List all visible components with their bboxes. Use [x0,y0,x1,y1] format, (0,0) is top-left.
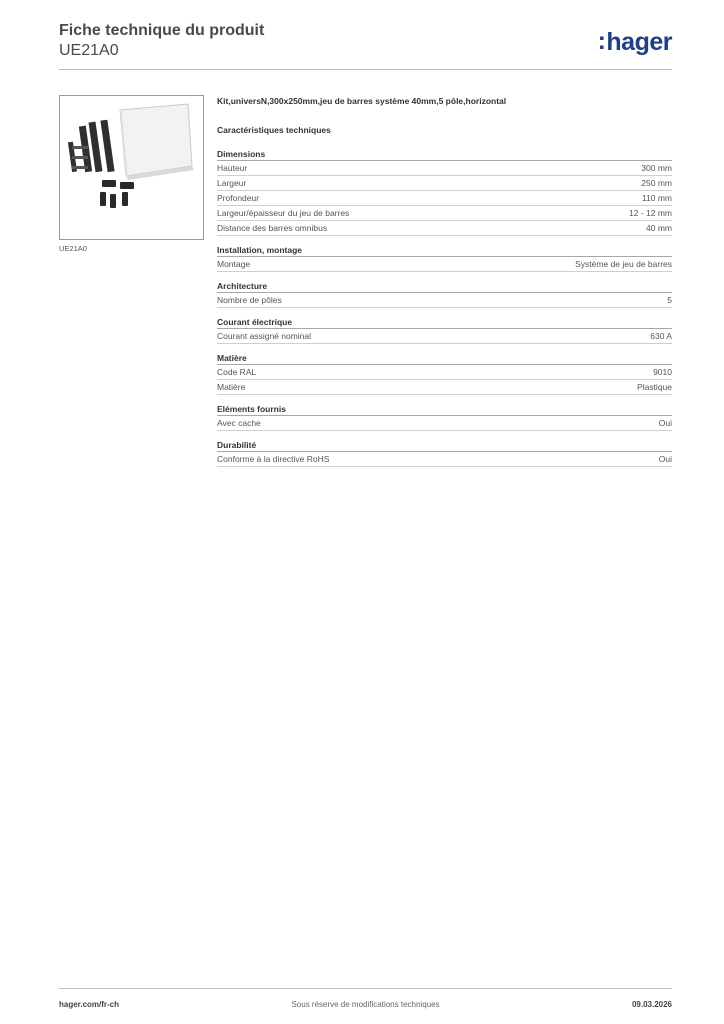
spec-row [217,365,672,380]
spec-groups [217,148,672,467]
spec-value: Système de jeu de barres [575,259,672,269]
product-kit-illustration [60,96,203,239]
spec-value: 250 mm [641,178,672,188]
spec-row [217,191,672,206]
spec-row [217,176,672,191]
product-image [59,95,204,240]
spec-group [217,244,672,272]
spec-value: Plastique [637,382,672,392]
spec-label: Montage [217,259,251,269]
spec-group [217,148,672,236]
page-footer [59,988,672,1019]
spec-group [217,316,672,344]
image-caption: UE21A0 [59,244,87,253]
spec-value: 630 A [650,331,672,341]
page-header [59,22,672,70]
spec-group-title: Dimensions [217,148,672,161]
spec-row [217,161,672,176]
spec-group-title: Installation, montage [217,244,672,257]
specifications-section [217,96,672,475]
spec-value: 12 - 12 mm [629,208,672,218]
spec-group-title: Eléments fournis [217,403,672,416]
spec-value: 110 mm [641,193,672,203]
footer-date: 09.03.2026 [631,1000,672,1009]
spec-group [217,403,672,431]
spec-label: Conforme à la directive RoHS [217,454,330,464]
spec-group [217,439,672,467]
spec-group-title: Durabilité [217,439,672,452]
spec-group [217,352,672,395]
footer-url[interactable]: hager.com/fr-ch [59,1000,120,1009]
spec-label: Largeur/épaisseur du jeu de barres [217,208,350,218]
spec-value: 300 mm [641,163,672,173]
spec-value: Oui [658,454,672,464]
footer-disclaimer: Sous réserve de modifications techniques [291,1000,440,1009]
spec-value: 40 mm [646,223,672,233]
spec-label: Code RAL [217,367,257,377]
spec-row [217,416,672,431]
spec-group [217,280,672,308]
spec-row [217,206,672,221]
spec-row [217,452,672,467]
spec-row [217,221,672,236]
spec-label: Matière [217,382,246,392]
hager-logo: :hager [597,27,672,56]
spec-value: 5 [667,295,672,305]
spec-value: 9010 [653,367,672,377]
spec-label: Avec cache [217,418,261,428]
spec-label: Courant assigné nominal [217,331,312,341]
product-description: Kit,universN,300x250mm,jeu de barres système 40mm,5 pôle,horizontal [217,96,507,106]
spec-label: Distance des barres omnibus [217,223,328,233]
spec-row [217,380,672,395]
spec-label: Profondeur [217,193,260,203]
spec-group-title: Architecture [217,280,672,293]
spec-label: Largeur [217,178,247,188]
document-title: Fiche technique du produit [59,22,265,39]
spec-group-title: Courant électrique [217,316,672,329]
product-code: UE21A0 [59,42,119,59]
spec-label: Nombre de pôles [217,295,282,305]
spec-label: Hauteur [217,163,248,173]
spec-value: Oui [658,418,672,428]
spec-group-title: Matière [217,352,672,365]
specs-heading: Caractéristiques techniques [217,125,331,135]
spec-row [217,293,672,308]
spec-row [217,329,672,344]
spec-row [217,257,672,272]
